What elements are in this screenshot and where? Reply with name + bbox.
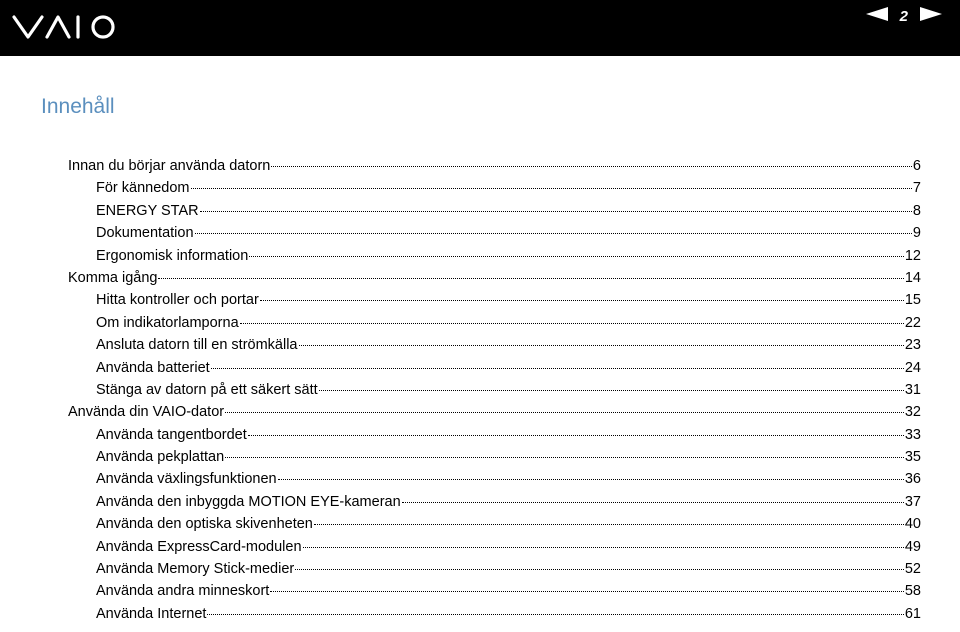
dot-leader xyxy=(299,345,904,346)
toc-entry[interactable] xyxy=(68,603,921,625)
toc-entry[interactable] xyxy=(68,334,921,356)
dot-leader xyxy=(240,323,904,324)
toc-entry-label[interactable]: Använda tangentbordet xyxy=(96,426,247,443)
dot-leader xyxy=(211,368,904,369)
toc-entry[interactable] xyxy=(68,222,921,244)
toc-entry[interactable] xyxy=(68,558,921,580)
toc-entry-page[interactable]: 24 xyxy=(904,359,921,376)
vaio-logo xyxy=(12,12,122,47)
dot-leader xyxy=(271,166,912,167)
toc-entry-page[interactable]: 31 xyxy=(904,381,921,398)
toc-entry[interactable] xyxy=(68,357,921,379)
dot-leader xyxy=(260,300,904,301)
header-bar xyxy=(0,0,960,56)
dot-leader xyxy=(191,188,912,189)
toc-entry-label[interactable]: Använda den optiska skivenheten xyxy=(96,516,313,533)
toc-entry-label[interactable]: Ergonomisk information xyxy=(96,247,249,264)
toc-entry-page[interactable]: 33 xyxy=(904,426,921,443)
toc-entry[interactable] xyxy=(68,580,921,602)
page-navigator xyxy=(866,5,942,27)
dot-leader xyxy=(195,233,912,234)
toc-entry-label[interactable]: Innan du börjar använda datorn xyxy=(68,158,271,174)
dot-leader xyxy=(270,591,904,592)
toc-entry-label[interactable]: Använda växlingsfunktionen xyxy=(96,471,277,488)
toc-entry-page[interactable]: 12 xyxy=(904,247,921,264)
toc-entry-label[interactable]: För kännedom xyxy=(96,180,190,197)
toc-entry-page[interactable]: 49 xyxy=(904,538,921,555)
dot-leader xyxy=(248,435,904,436)
dot-leader xyxy=(314,524,904,525)
toc-entry[interactable] xyxy=(68,468,921,490)
toc-entry-label[interactable]: Använda batteriet xyxy=(96,359,210,376)
toc-entry[interactable] xyxy=(68,379,921,401)
dot-leader xyxy=(319,390,904,391)
toc-entry[interactable] xyxy=(68,155,921,177)
dot-leader xyxy=(278,479,904,480)
dot-leader xyxy=(225,412,904,413)
toc-entry-page[interactable]: 32 xyxy=(904,404,921,421)
toc-entry-page[interactable]: 37 xyxy=(904,493,921,510)
toc-entry[interactable] xyxy=(68,177,921,199)
toc-entry-page[interactable]: 6 xyxy=(912,158,921,174)
toc-entry-page[interactable]: 52 xyxy=(904,561,921,578)
toc-entry[interactable] xyxy=(68,446,921,468)
toc-entry-label[interactable]: Ansluta datorn till en strömkälla xyxy=(96,337,298,354)
toc-entry[interactable] xyxy=(68,200,921,222)
toc-entry-label[interactable]: Använda den inbyggda MOTION EYE-kameran xyxy=(96,493,401,510)
dot-leader xyxy=(225,457,904,458)
toc-entry-label[interactable]: Om indikatorlamporna xyxy=(96,314,239,331)
arrow-right-icon[interactable] xyxy=(920,7,942,26)
toc-entry-page[interactable]: 36 xyxy=(904,471,921,488)
toc-entry-label[interactable]: Komma igång xyxy=(68,269,158,286)
toc-entry[interactable] xyxy=(68,289,921,311)
toc-entry[interactable] xyxy=(68,491,921,513)
toc-entry[interactable] xyxy=(68,424,921,446)
toc-entry-page[interactable]: 22 xyxy=(904,314,921,331)
dot-leader xyxy=(295,569,904,570)
toc-entry[interactable] xyxy=(68,513,921,535)
toc-entry[interactable] xyxy=(68,312,921,334)
toc-entry-label[interactable]: ENERGY STAR xyxy=(96,202,199,219)
toc-entry-label[interactable]: Använda din VAIO-dator xyxy=(68,404,225,421)
toc-entry-label[interactable]: Använda Internet xyxy=(96,605,207,622)
arrow-left-icon[interactable] xyxy=(866,7,888,26)
toc-entry-page[interactable]: 23 xyxy=(904,337,921,354)
dot-leader xyxy=(207,614,903,615)
toc-entry[interactable] xyxy=(68,536,921,558)
toc-entry-label[interactable]: Använda andra minneskort xyxy=(96,583,270,600)
toc-entry-page[interactable]: 15 xyxy=(904,292,921,309)
dot-leader xyxy=(249,256,904,257)
toc-entry-label[interactable]: Dokumentation xyxy=(96,225,194,242)
dot-leader xyxy=(402,502,904,503)
toc-entry-page[interactable]: 7 xyxy=(912,180,921,197)
toc-entry-page[interactable]: 9 xyxy=(912,225,921,242)
toc-entry-page[interactable]: 58 xyxy=(904,583,921,600)
dot-leader xyxy=(158,278,903,279)
toc-entry-label[interactable]: Använda ExpressCard-modulen xyxy=(96,538,302,555)
toc-entry-page[interactable]: 61 xyxy=(904,605,921,622)
toc-entry-page[interactable]: 35 xyxy=(904,449,921,466)
toc-entry-label[interactable]: Använda Memory Stick-medier xyxy=(96,561,295,578)
page-number: 2 xyxy=(899,7,908,25)
toc-entry-page[interactable]: 8 xyxy=(912,202,921,219)
toc-entry-label[interactable]: Stänga av datorn på ett säkert sätt xyxy=(96,381,318,398)
toc-entry[interactable] xyxy=(68,245,921,267)
toc-entry[interactable] xyxy=(68,267,921,289)
toc-entry[interactable] xyxy=(68,401,921,423)
dot-leader xyxy=(303,547,904,548)
dot-leader xyxy=(200,211,912,212)
toc-entry-page[interactable]: 14 xyxy=(904,269,921,286)
toc-entry-label[interactable]: Hitta kontroller och portar xyxy=(96,292,259,309)
toc-entry-label[interactable]: Använda pekplattan xyxy=(96,449,225,466)
page-title: Innehåll xyxy=(41,95,115,118)
toc-entry-page[interactable]: 40 xyxy=(904,516,921,533)
table-of-contents xyxy=(68,155,921,625)
